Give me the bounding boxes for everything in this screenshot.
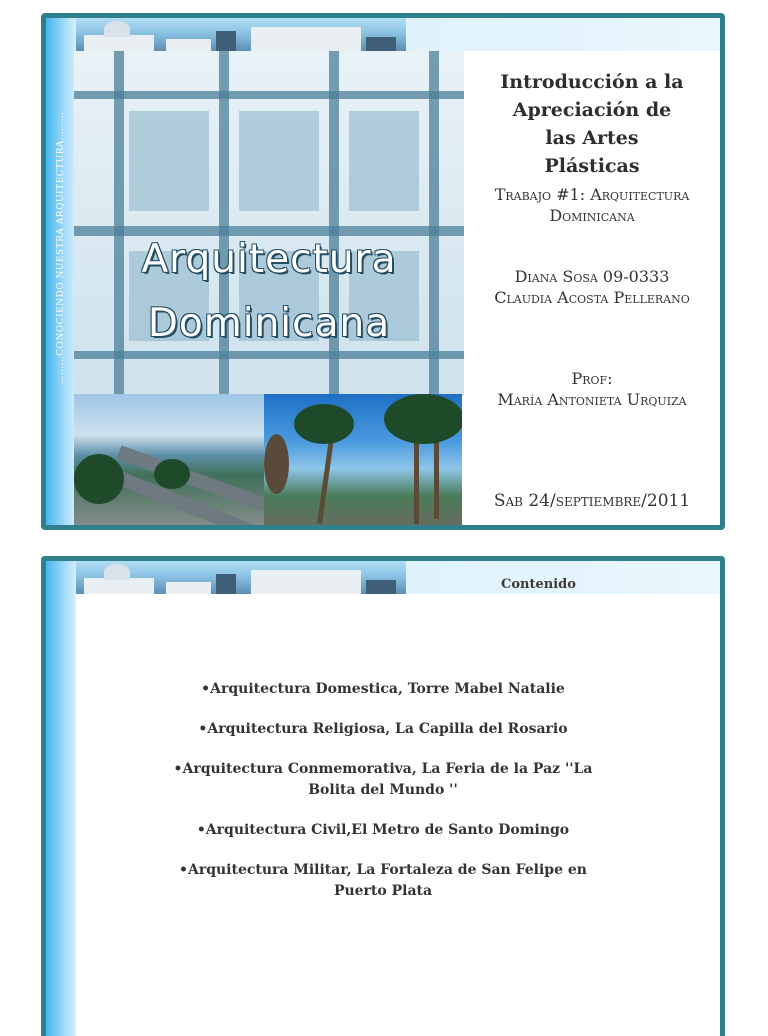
work-title: Trabajo #1: Arquitectura Dominicana (494, 185, 690, 225)
skyline-banner-image (76, 18, 406, 51)
slide-cover (41, 13, 725, 530)
cover-building-image (74, 51, 464, 396)
list-item: •Arquitectura Domestica, Torre Mabel Natalie (201, 681, 565, 697)
skyline-banner-image (76, 561, 406, 594)
course-title: Introducción a la Apreciación de las Artes Plásticas (500, 71, 684, 177)
list-item: •Arquitectura Religiosa, La Capilla del Rosario (198, 721, 568, 737)
professor: Prof: María Antonieta Urquiza (497, 369, 687, 409)
left-decorative-strip (46, 18, 76, 525)
city-avenue-photo (74, 394, 264, 530)
palm-boulevard-photo (264, 394, 462, 530)
authors: Diana Sosa 09-0333 Claudia Acosta Pellerano (494, 267, 690, 307)
list-item: •Arquitectura Militar, La Fortaleza de San Felipe en Puerto Plata (179, 862, 587, 899)
list-item: •Arquitectura Conmemorativa, La Feria de la Paz ''La Bolita del Mundo '' (173, 761, 593, 798)
contents-list (106, 679, 660, 921)
presentation-date: Sab 24/septiembre/2011 (493, 491, 691, 511)
contents-title: Contenido (501, 577, 576, 592)
slide-contents (41, 556, 725, 1036)
left-decorative-strip (46, 561, 76, 1036)
list-item: •Arquitectura Civil,El Metro de Santo Domingo (196, 822, 570, 838)
cover-title-line-2: Dominicana (147, 301, 391, 346)
side-vertical-text: ………CONOCIENDO NUESTRA ARQUITECTURA……… (56, 111, 66, 385)
cover-title-line-1: Arquitectura (141, 237, 397, 282)
